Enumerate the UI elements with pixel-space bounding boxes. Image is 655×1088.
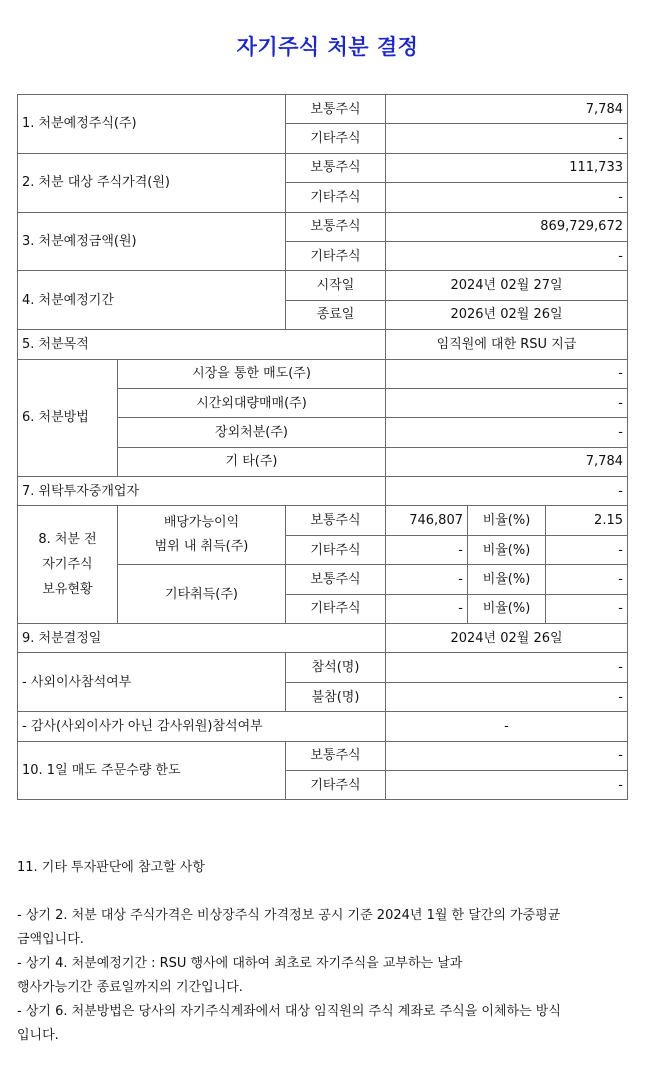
disposal-method-label: 6. 처분방법: [18, 359, 118, 477]
other-stock-label: 기타주식: [286, 183, 386, 212]
present-label: 참석(명): [286, 653, 386, 682]
table-row: [18, 359, 628, 388]
table-row: [18, 330, 628, 359]
end-date-label: 종료일: [286, 300, 386, 329]
other-acq-other-value: -: [386, 594, 468, 623]
decision-date-value: 2024년 02월 26일: [386, 624, 628, 653]
etc-method-value: 7,784: [386, 447, 628, 476]
other-stock-label: 기타주식: [286, 124, 386, 153]
holdings-label-line-3: 보유현황: [42, 582, 93, 598]
other-acquisition-label: 기타취득(주): [118, 565, 286, 624]
dividend-common-value: 746,807: [386, 506, 468, 535]
table-row: [18, 271, 628, 300]
note-line: - 상기 2. 처분 대상 주식가격은 비상장주식 가격정보 공시 기준 2024년 1월 한 달간의 가중평균: [17, 908, 561, 923]
absent-label: 불참(명): [286, 682, 386, 711]
common-stock-label: 보통주식: [286, 565, 386, 594]
daily-limit-common-value: -: [386, 741, 628, 770]
table-row: [18, 95, 628, 124]
other-stock-label: 기타주식: [286, 770, 386, 799]
holdings-before-disposal-label: [18, 506, 118, 624]
outside-director-attendance-label: - 사외이사참석여부: [18, 653, 286, 712]
start-date-label: 시작일: [286, 271, 386, 300]
disposal-decision-table: [17, 94, 628, 800]
table-row: [18, 712, 628, 741]
table-row: [18, 212, 628, 241]
ratio-label: 비율(%): [468, 594, 546, 623]
ratio-label: 비율(%): [468, 506, 546, 535]
other-acq-common-value: -: [386, 565, 468, 594]
note-line: - 상기 6. 처분방법은 당사의 자기주식계좌에서 대상 임직원의 주식 계좌로 주식을 이체하는 방식: [17, 1004, 561, 1019]
dividend-common-ratio: 2.15: [546, 506, 628, 535]
dividend-label-line-1: 배당가능이익: [163, 515, 240, 531]
off-market-value: -: [386, 418, 628, 447]
planned-shares-common-value: 7,784: [386, 95, 628, 124]
share-price-other-value: -: [386, 183, 628, 212]
holdings-label-line-2: 자기주식: [42, 557, 93, 573]
table-row: [18, 477, 628, 506]
other-stock-label: 기타주식: [286, 535, 386, 564]
dividend-label-line-2: 범위 내 취득(주): [154, 539, 249, 555]
end-date-value: 2026년 02월 26일: [386, 300, 628, 329]
note-line: - 상기 4. 처분예정기간 : RSU 행사에 대하여 최초로 자기주식을 교부하는 날과: [17, 956, 463, 971]
daily-limit-other-value: -: [386, 770, 628, 799]
start-date-value: 2024년 02월 27일: [386, 271, 628, 300]
auditor-attendance-value: -: [386, 712, 628, 741]
common-stock-label: 보통주식: [286, 506, 386, 535]
page-title: 자기주식 처분 결정: [236, 35, 419, 59]
market-sale-value: -: [386, 359, 628, 388]
common-stock-label: 보통주식: [286, 741, 386, 770]
dividend-other-value: -: [386, 535, 468, 564]
share-price-common-value: 111,733: [386, 153, 628, 182]
present-value: -: [386, 653, 628, 682]
ratio-label: 비율(%): [468, 535, 546, 564]
other-stock-label: 기타주식: [286, 241, 386, 270]
after-hours-block-label: 시간외대량매매(주): [118, 388, 386, 417]
common-stock-label: 보통주식: [286, 212, 386, 241]
other-acq-other-ratio: -: [546, 594, 628, 623]
other-acq-common-ratio: -: [546, 565, 628, 594]
note-line: 금액입니다.: [17, 932, 84, 947]
planned-period-label: 4. 처분예정기간: [18, 271, 286, 330]
absent-value: -: [386, 682, 628, 711]
planned-amount-common-value: 869,729,672: [386, 212, 628, 241]
planned-shares-label: 1. 처분예정주식(주): [18, 95, 286, 154]
after-hours-block-value: -: [386, 388, 628, 417]
table-row: [18, 506, 628, 535]
holdings-label-line-1: 8. 처분 전: [38, 532, 97, 548]
note-line: 입니다.: [17, 1028, 59, 1043]
table-row: [18, 741, 628, 770]
table-row: [18, 653, 628, 682]
common-stock-label: 보통주식: [286, 95, 386, 124]
dividend-range-acquisition-label: [118, 506, 286, 565]
broker-value: -: [386, 477, 628, 506]
daily-sell-limit-label: 10. 1일 매도 주문수량 한도: [18, 741, 286, 800]
off-market-label: 장외처분(주): [118, 418, 386, 447]
planned-shares-other-value: -: [386, 124, 628, 153]
dividend-other-ratio: -: [546, 535, 628, 564]
investment-notes: [17, 856, 627, 1048]
note-line: 행사가능기간 종료일까지의 기간입니다.: [17, 980, 243, 995]
common-stock-label: 보통주식: [286, 153, 386, 182]
table-row: [18, 153, 628, 182]
notes-heading: 11. 기타 투자판단에 참고할 사항: [17, 860, 205, 875]
broker-label: 7. 위탁투자중개업자: [18, 477, 386, 506]
market-sale-label: 시장을 통한 매도(주): [118, 359, 386, 388]
planned-amount-label: 3. 처분예정금액(원): [18, 212, 286, 271]
auditor-attendance-label: - 감사(사외이사가 아닌 감사위원)참석여부: [18, 712, 386, 741]
other-stock-label: 기타주식: [286, 594, 386, 623]
purpose-label: 5. 처분목적: [18, 330, 386, 359]
ratio-label: 비율(%): [468, 565, 546, 594]
share-price-label: 2. 처분 대상 주식가격(원): [18, 153, 286, 212]
planned-amount-other-value: -: [386, 241, 628, 270]
etc-method-label: 기 타(주): [118, 447, 386, 476]
table-row: [18, 624, 628, 653]
purpose-value: 임직원에 대한 RSU 지급: [386, 330, 628, 359]
decision-date-label: 9. 처분결정일: [18, 624, 386, 653]
